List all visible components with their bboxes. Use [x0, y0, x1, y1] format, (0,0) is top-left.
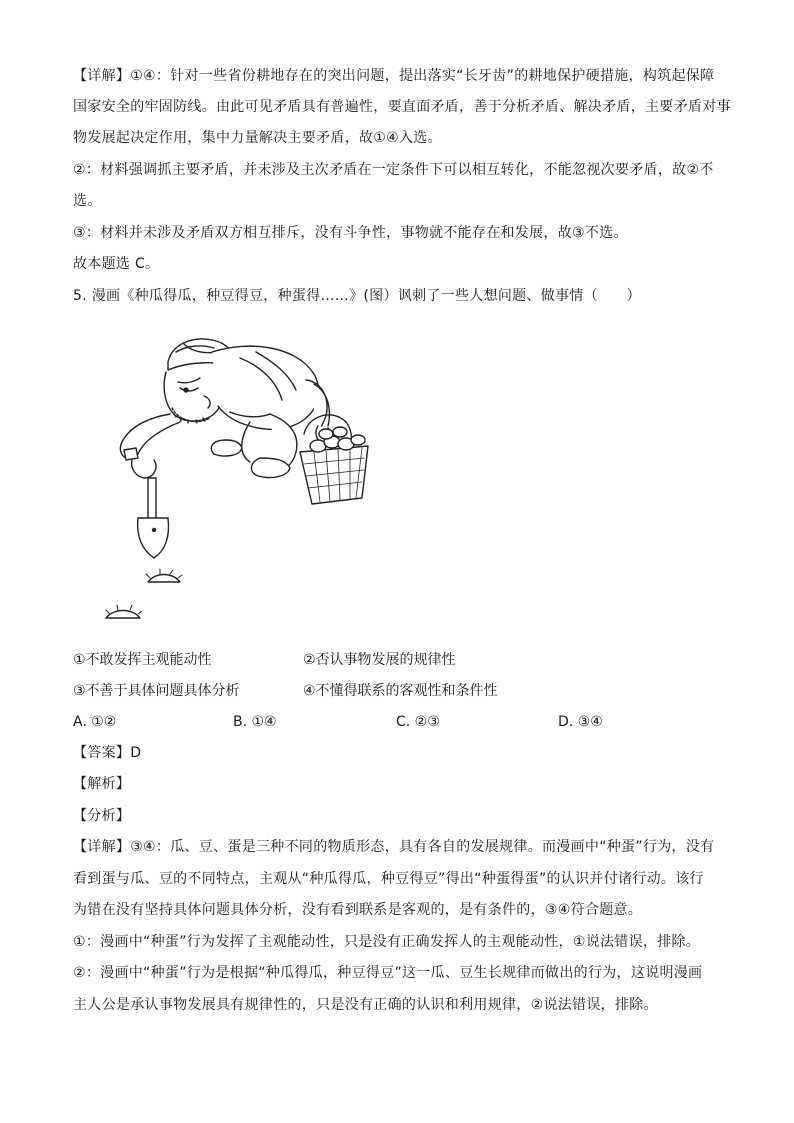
detail-line-4: ②：材料强调抓主要矛盾，并未涉及主次矛盾在一定条件下可以相互转化，不能忽视次要矛盾，故②不 — [73, 162, 714, 178]
q5-detail-line-2: 看到蛋与瓜、豆的不同特点，主观从“种瓜得瓜，种豆得豆”得出“种蛋得蛋”的认识并付诸行动。该行 — [73, 871, 704, 887]
q5-detail-line-6: 主人公是承认事物发展具有规律性的，只是没有正确的认识和利用规律，②说法错误，排除。 — [73, 997, 658, 1013]
statement-3: ③不善于具体问题具体分析 — [73, 683, 240, 699]
choice-a: A. ①② — [73, 714, 117, 730]
q5-detail-line-5: ②：漫画中“种蛋”行为是根据“种瓜得瓜，种豆得豆”这一瓜、豆生长规律而做出的行为，这说明漫画 — [73, 965, 703, 981]
question-5-stem: 5. 漫画《种瓜得瓜，种豆得豆，种蛋得……》(图）讽刺了一些人想问题、做事情（ ） — [73, 288, 641, 304]
answer-line: 【答案】D — [73, 745, 142, 761]
statement-2: ②否认事物发展的规律性 — [303, 652, 456, 668]
analysis-heading: 【解析】 — [73, 776, 131, 792]
q5-detail-line-4: ①：漫画中“种蛋”行为发挥了主观能动性，只是没有正确发挥人的主观能动性，①说法错误，排除。 — [73, 934, 701, 950]
detail-line-5: 选。 — [73, 193, 102, 209]
cartoon-illustration — [100, 322, 435, 630]
detail-line-1: 【详解】①④：针对一些省份耕地存在的突出问题，提出落实“长牙齿”的耕地保护硬措施，构筑起保障 — [73, 68, 715, 84]
choice-c: C. ②③ — [396, 714, 440, 730]
detail-line-3: 物发展起决定作用，集中力量解决主要矛盾，故①④入选。 — [73, 130, 442, 146]
statement-4: ④不懂得联系的客观性和条件性 — [303, 683, 498, 699]
detail-line-2: 国家安全的牢固防线。由此可见矛盾具有普遍性，要直面矛盾，善于分析矛盾、解决矛盾，主要矛盾对事 — [73, 99, 731, 115]
choice-d: D. ③④ — [558, 714, 603, 730]
analysis-subheading: 【分析】 — [73, 808, 131, 824]
q5-detail-line-1: 【详解】③④：瓜、豆、蛋是三种不同的物质形态，具有各自的发展规律。而漫画中“种蛋”行为，没有 — [73, 839, 715, 855]
choice-b: B. ①④ — [233, 714, 277, 730]
detail-line-6: ③：材料并未涉及矛盾双方相互排斥，没有斗争性，事物就不能存在和发展，故③不选。 — [73, 225, 628, 241]
statement-1: ①不敢发挥主观能动性 — [73, 652, 212, 668]
q5-detail-line-3: 为错在没有坚持具体问题具体分析，没有看到联系是客观的，是有条件的，③④符合题意。 — [73, 902, 643, 918]
detail-line-7: 故本题选 C。 — [73, 256, 160, 272]
